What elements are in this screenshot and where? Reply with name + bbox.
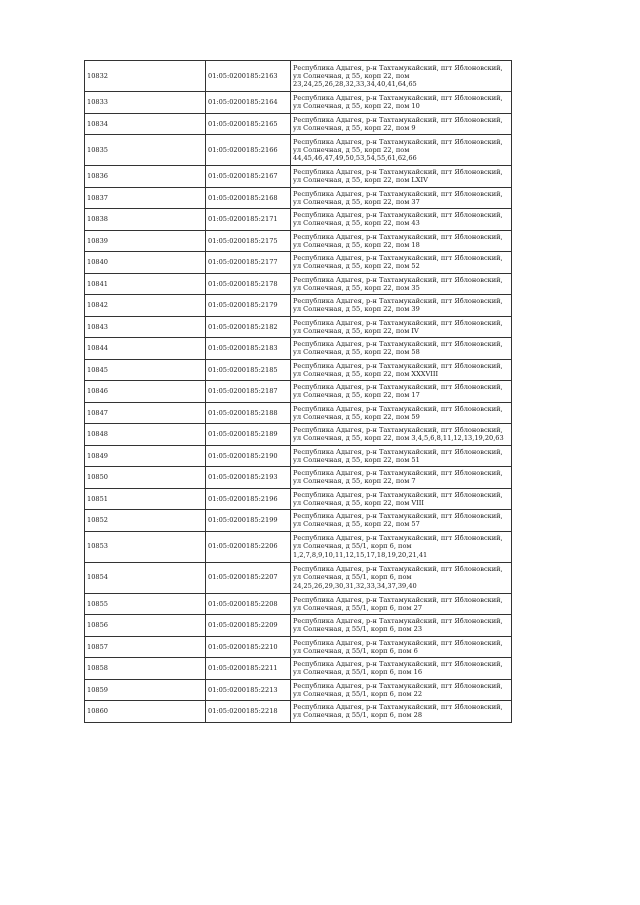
record-number-cell: 10859 bbox=[85, 679, 206, 701]
cadastral-number-cell: 01:05:0200185:2189 bbox=[206, 424, 291, 446]
record-number-cell: 10835 bbox=[85, 135, 206, 166]
record-number-cell: 10853 bbox=[85, 531, 206, 562]
cadastral-number-cell: 01:05:0200185:2163 bbox=[206, 61, 291, 92]
address-cell: Республика Адыгея, р-н Тахтамукайский, пгт Яблоновский, ул Солнечная, д 55, корп 22, пом 9 bbox=[291, 113, 512, 135]
address-cell: Республика Адыгея, р-н Тахтамукайский, пгт Яблоновский, ул Солнечная, д 55, корп 22, пом IV bbox=[291, 316, 512, 338]
cadastral-number-cell: 01:05:0200185:2208 bbox=[206, 593, 291, 615]
address-cell: Республика Адыгея, р-н Тахтамукайский, пгт Яблоновский, ул Солнечная, д 55, корп 22, пом 57 bbox=[291, 510, 512, 532]
address-cell: Республика Адыгея, р-н Тахтамукайский, пгт Яблоновский, ул Солнечная, д 55, корп 22, пом VIII bbox=[291, 488, 512, 510]
cadastral-number-cell: 01:05:0200185:2168 bbox=[206, 187, 291, 209]
address-cell: Республика Адыгея, р-н Тахтамукайский, пгт Яблоновский, ул Солнечная, д 55, корп 22, пом XXXVIII bbox=[291, 359, 512, 381]
address-cell: Республика Адыгея, р-н Тахтамукайский, пгт Яблоновский, ул Солнечная, д 55, корп 22, пом 10 bbox=[291, 92, 512, 114]
record-number-cell: 10850 bbox=[85, 467, 206, 489]
address-cell: Республика Адыгея, р-н Тахтамукайский, пгт Яблоновский, ул Солнечная, д 55, корп 22, пом 58 bbox=[291, 338, 512, 360]
address-cell: Республика Адыгея, р-н Тахтамукайский, пгт Яблоновский, ул Солнечная, д 55, корп 22, пом LXIV bbox=[291, 166, 512, 188]
table-row bbox=[85, 510, 512, 532]
cadastral-number-cell: 01:05:0200185:2199 bbox=[206, 510, 291, 532]
record-number-cell: 10854 bbox=[85, 562, 206, 593]
record-number-cell: 10848 bbox=[85, 424, 206, 446]
cadastral-number-cell: 01:05:0200185:2177 bbox=[206, 252, 291, 274]
cadastral-number-cell: 01:05:0200185:2206 bbox=[206, 531, 291, 562]
registry-table-body bbox=[85, 61, 512, 723]
cadastral-number-cell: 01:05:0200185:2196 bbox=[206, 488, 291, 510]
table-row bbox=[85, 316, 512, 338]
cadastral-number-cell: 01:05:0200185:2179 bbox=[206, 295, 291, 317]
record-number-cell: 10856 bbox=[85, 615, 206, 637]
cadastral-number-cell: 01:05:0200185:2171 bbox=[206, 209, 291, 231]
address-cell: Республика Адыгея, р-н Тахтамукайский, пгт Яблоновский, ул Солнечная, д 55/1, корп 6, пом 16 bbox=[291, 658, 512, 680]
record-number-cell: 10833 bbox=[85, 92, 206, 114]
cadastral-number-cell: 01:05:0200185:2165 bbox=[206, 113, 291, 135]
table-row bbox=[85, 467, 512, 489]
registry-table bbox=[84, 60, 512, 723]
record-number-cell: 10852 bbox=[85, 510, 206, 532]
cadastral-number-cell: 01:05:0200185:2207 bbox=[206, 562, 291, 593]
address-cell: Республика Адыгея, р-н Тахтамукайский, пгт Яблоновский, ул Солнечная, д 55, корп 22, пом 52 bbox=[291, 252, 512, 274]
table-row bbox=[85, 113, 512, 135]
record-number-cell: 10843 bbox=[85, 316, 206, 338]
address-cell: Республика Адыгея, р-н Тахтамукайский, пгт Яблоновский, ул Солнечная, д 55/1, корп 6, пом 22 bbox=[291, 679, 512, 701]
record-number-cell: 10847 bbox=[85, 402, 206, 424]
cadastral-number-cell: 01:05:0200185:2178 bbox=[206, 273, 291, 295]
record-number-cell: 10836 bbox=[85, 166, 206, 188]
cadastral-number-cell: 01:05:0200185:2213 bbox=[206, 679, 291, 701]
address-cell: Республика Адыгея, р-н Тахтамукайский, пгт Яблоновский, ул Солнечная, д 55, корп 22, пом 43 bbox=[291, 209, 512, 231]
address-cell: Республика Адыгея, р-н Тахтамукайский, пгт Яблоновский, ул Солнечная, д 55, корп 22, пом 37 bbox=[291, 187, 512, 209]
record-number-cell: 10838 bbox=[85, 209, 206, 231]
table-row bbox=[85, 531, 512, 562]
record-number-cell: 10834 bbox=[85, 113, 206, 135]
cadastral-number-cell: 01:05:0200185:2209 bbox=[206, 615, 291, 637]
address-cell: Республика Адыгея, р-н Тахтамукайский, пгт Яблоновский, ул Солнечная, д 55/1, корп 6, пом 1,2,7,8,9,10,11,12,15,17,18,19,20,21,41 bbox=[291, 531, 512, 562]
record-number-cell: 10832 bbox=[85, 61, 206, 92]
cadastral-number-cell: 01:05:0200185:2218 bbox=[206, 701, 291, 723]
table-row bbox=[85, 209, 512, 231]
table-row bbox=[85, 658, 512, 680]
address-cell: Республика Адыгея, р-н Тахтамукайский, пгт Яблоновский, ул Солнечная, д 55, корп 22, пом 44,45,46,47,49,50,53,54,55,61,62,66 bbox=[291, 135, 512, 166]
table-row bbox=[85, 445, 512, 467]
record-number-cell: 10839 bbox=[85, 230, 206, 252]
table-row bbox=[85, 166, 512, 188]
table-row bbox=[85, 359, 512, 381]
cadastral-number-cell: 01:05:0200185:2190 bbox=[206, 445, 291, 467]
cadastral-number-cell: 01:05:0200185:2167 bbox=[206, 166, 291, 188]
record-number-cell: 10841 bbox=[85, 273, 206, 295]
table-row bbox=[85, 273, 512, 295]
address-cell: Республика Адыгея, р-н Тахтамукайский, пгт Яблоновский, ул Солнечная, д 55/1, корп 6, пом 28 bbox=[291, 701, 512, 723]
address-cell: Республика Адыгея, р-н Тахтамукайский, пгт Яблоновский, ул Солнечная, д 55, корп 22, пом 23,24,25,26,28,32,33,34,40,41,64,65 bbox=[291, 61, 512, 92]
record-number-cell: 10840 bbox=[85, 252, 206, 274]
table-row bbox=[85, 562, 512, 593]
table-row bbox=[85, 615, 512, 637]
table-row bbox=[85, 135, 512, 166]
address-cell: Республика Адыгея, р-н Тахтамукайский, пгт Яблоновский, ул Солнечная, д 55, корп 22, пом 39 bbox=[291, 295, 512, 317]
table-row bbox=[85, 252, 512, 274]
table-row bbox=[85, 230, 512, 252]
record-number-cell: 10860 bbox=[85, 701, 206, 723]
table-row bbox=[85, 488, 512, 510]
table-row bbox=[85, 295, 512, 317]
record-number-cell: 10851 bbox=[85, 488, 206, 510]
cadastral-number-cell: 01:05:0200185:2175 bbox=[206, 230, 291, 252]
cadastral-number-cell: 01:05:0200185:2164 bbox=[206, 92, 291, 114]
table-row bbox=[85, 338, 512, 360]
table-row bbox=[85, 381, 512, 403]
record-number-cell: 10855 bbox=[85, 593, 206, 615]
address-cell: Республика Адыгея, р-н Тахтамукайский, пгт Яблоновский, ул Солнечная, д 55/1, корп 6, пом 24,25,26,29,30,31,32,33,34,37,39,40 bbox=[291, 562, 512, 593]
table-row bbox=[85, 679, 512, 701]
table-row bbox=[85, 187, 512, 209]
address-cell: Республика Адыгея, р-н Тахтамукайский, пгт Яблоновский, ул Солнечная, д 55, корп 22, пом 18 bbox=[291, 230, 512, 252]
record-number-cell: 10845 bbox=[85, 359, 206, 381]
address-cell: Республика Адыгея, р-н Тахтамукайский, пгт Яблоновский, ул Солнечная, д 55, корп 22, пом 35 bbox=[291, 273, 512, 295]
table-row bbox=[85, 92, 512, 114]
record-number-cell: 10837 bbox=[85, 187, 206, 209]
table-row bbox=[85, 424, 512, 446]
record-number-cell: 10858 bbox=[85, 658, 206, 680]
cadastral-number-cell: 01:05:0200185:2183 bbox=[206, 338, 291, 360]
table-row bbox=[85, 701, 512, 723]
address-cell: Республика Адыгея, р-н Тахтамукайский, пгт Яблоновский, ул Солнечная, д 55, корп 22, пом 7 bbox=[291, 467, 512, 489]
cadastral-number-cell: 01:05:0200185:2193 bbox=[206, 467, 291, 489]
cadastral-number-cell: 01:05:0200185:2166 bbox=[206, 135, 291, 166]
address-cell: Республика Адыгея, р-н Тахтамукайский, пгт Яблоновский, ул Солнечная, д 55/1, корп 6, пом 23 bbox=[291, 615, 512, 637]
record-number-cell: 10846 bbox=[85, 381, 206, 403]
address-cell: Республика Адыгея, р-н Тахтамукайский, пгт Яблоновский, ул Солнечная, д 55, корп 22, пом 17 bbox=[291, 381, 512, 403]
table-row bbox=[85, 61, 512, 92]
table-row bbox=[85, 593, 512, 615]
cadastral-number-cell: 01:05:0200185:2187 bbox=[206, 381, 291, 403]
address-cell: Республика Адыгея, р-н Тахтамукайский, пгт Яблоновский, ул Солнечная, д 55/1, корп 6, пом 27 bbox=[291, 593, 512, 615]
table-row bbox=[85, 402, 512, 424]
record-number-cell: 10857 bbox=[85, 636, 206, 658]
address-cell: Республика Адыгея, р-н Тахтамукайский, пгт Яблоновский, ул Солнечная, д 55, корп 22, пом 59 bbox=[291, 402, 512, 424]
cadastral-number-cell: 01:05:0200185:2182 bbox=[206, 316, 291, 338]
cadastral-number-cell: 01:05:0200185:2185 bbox=[206, 359, 291, 381]
address-cell: Республика Адыгея, р-н Тахтамукайский, пгт Яблоновский, ул Солнечная, д 55/1, корп 6, пом 6 bbox=[291, 636, 512, 658]
cadastral-number-cell: 01:05:0200185:2188 bbox=[206, 402, 291, 424]
cadastral-number-cell: 01:05:0200185:2210 bbox=[206, 636, 291, 658]
record-number-cell: 10842 bbox=[85, 295, 206, 317]
record-number-cell: 10844 bbox=[85, 338, 206, 360]
cadastral-number-cell: 01:05:0200185:2211 bbox=[206, 658, 291, 680]
address-cell: Республика Адыгея, р-н Тахтамукайский, пгт Яблоновский, ул Солнечная, д 55, корп 22, пом 51 bbox=[291, 445, 512, 467]
address-cell: Республика Адыгея, р-н Тахтамукайский, пгт Яблоновский, ул Солнечная, д 55, корп 22, пом 3,4,5,6,8,11,12,13,19,20,63 bbox=[291, 424, 512, 446]
table-row bbox=[85, 636, 512, 658]
record-number-cell: 10849 bbox=[85, 445, 206, 467]
